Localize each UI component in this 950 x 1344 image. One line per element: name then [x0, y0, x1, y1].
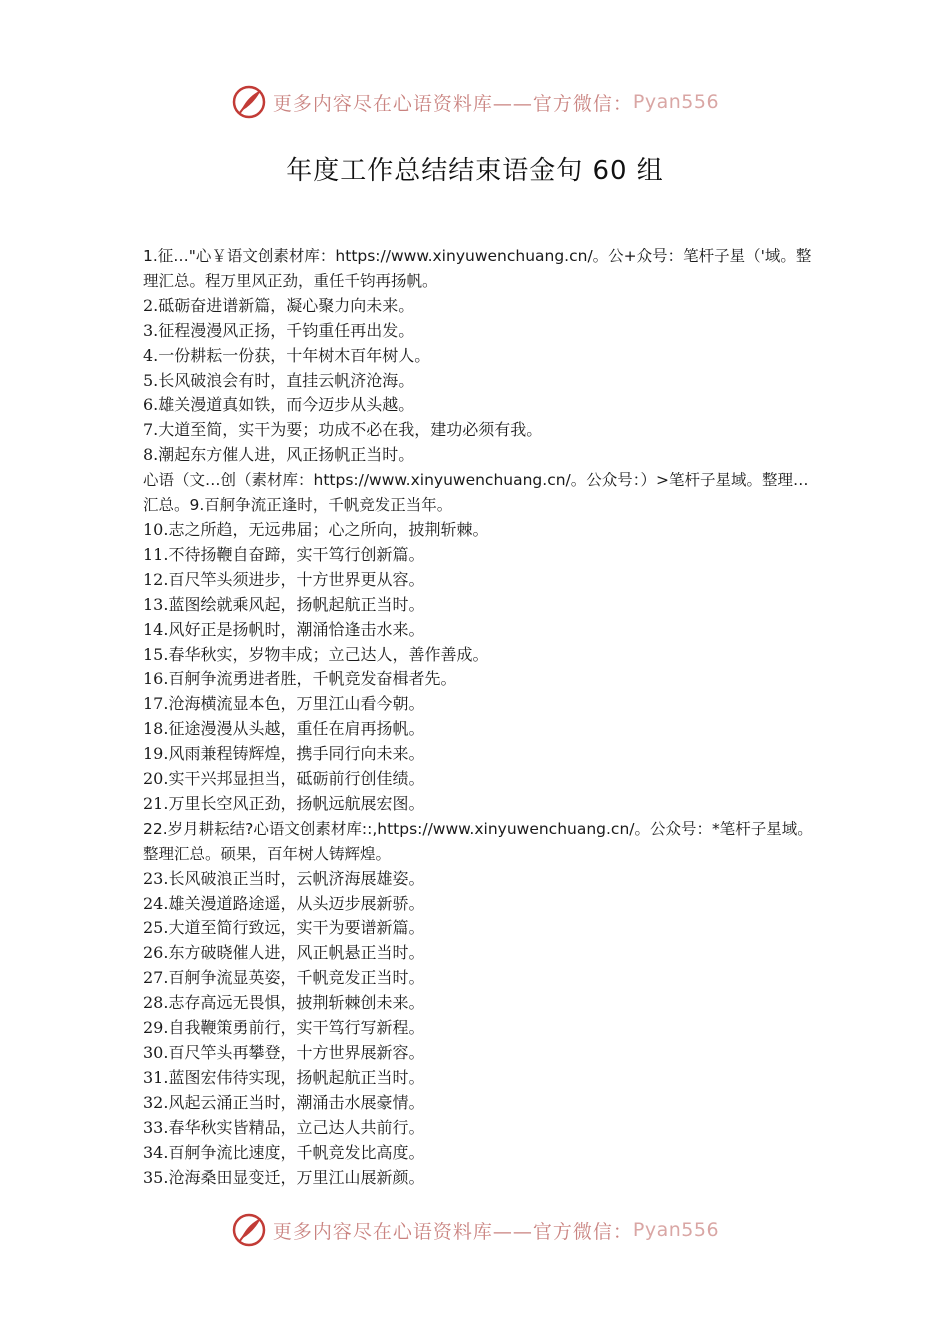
- quote-line: 34.百舸争流比速度，千帆竞发比高度。: [143, 1142, 425, 1162]
- quote-line: 22.岁月耕耘结?心语文创素材库::,https://www.xinyuwenchuang.cn/。公众号：*笔杆子星域。整理汇总。硕果，百年树人铸辉煌。: [143, 819, 813, 863]
- quote-line: 19.风雨兼程铸辉煌，携手同行向未来。: [143, 744, 425, 764]
- quote-line: 20.实干兴邦显担当，砥砺前行创佳绩。: [143, 769, 425, 789]
- quote-line: 1.征…"心￥语文创素材库：https://www.xinyuwenchuang.cn/。公+众号：笔杆子星（'域。整理汇总。程万里风正劲，重任千钧再扬帆。: [143, 247, 812, 290]
- quote-line: 30.百尺竿头再攀登，十方世界展新容。: [143, 1043, 425, 1062]
- quote-list: [143, 244, 813, 1190]
- quote-line: 13.蓝图绘就乘风起，扬帆起航正当时。: [143, 594, 425, 614]
- quote-line: 23.长风破浪正当时，云帆济海展雄姿。: [143, 868, 425, 888]
- quote-line: 26.东方破晓催人进，风正帆悬正当时。: [143, 943, 425, 963]
- quote-line: 27.百舸争流显英姿，千帆竞发正当时。: [143, 968, 425, 988]
- banner-wechat-id: Pyan556: [632, 91, 720, 113]
- header-banner: [0, 82, 950, 122]
- banner-wechat-id: Pyan556: [632, 1219, 720, 1241]
- quill-logo-icon: [231, 1212, 267, 1248]
- quote-line: 35.沧海桑田显变迁，万里江山展新颜。: [143, 1167, 425, 1187]
- quote-line: 11.不待扬鞭自奋蹄，实干笃行创新篇。: [143, 544, 425, 564]
- quote-line: 24.雄关漫道路途遥，从头迈步展新骄。: [143, 893, 425, 913]
- quote-line: 25.大道至简行致远，实干为要谱新篇。: [143, 918, 425, 938]
- quote-line: 29.自我鞭策勇前行，实干笃行写新程。: [143, 1018, 425, 1038]
- quote-line: 7.大道至简，实干为要；功成不必在我，建功必须有我。: [143, 420, 543, 440]
- quote-line: 17.沧海横流显本色，万里江山看今朝。: [143, 694, 425, 714]
- quill-logo-icon: [231, 84, 267, 120]
- quote-line: 3.征程漫漫风正扬，千钧重任再出发。: [143, 320, 415, 340]
- quote-line: 4.一份耕耘一份获，十年树木百年树人。: [143, 345, 431, 365]
- quote-line: 12.百尺竿头须进步，十方世界更从容。: [143, 569, 425, 589]
- quote-line: 31.蓝图宏伟待实现，扬帆起航正当时。: [143, 1067, 425, 1087]
- quote-line: 5.长风破浪会有时，直挂云帆济沧海。: [143, 370, 415, 390]
- quote-line: 10.志之所趋，无远弗届；心之所向，披荆斩棘。: [143, 519, 489, 539]
- quote-line: 心语（文…创（素材库：https://www.xinyuwenchuang.cn/。公众号：）>笔杆子星域。整理…汇总。9.百舸争流正逢时，千帆竞发正当年。: [143, 471, 809, 515]
- quote-line: 18.征途漫漫从头越，重任在肩再扬帆。: [143, 719, 425, 739]
- quote-line: 32.风起云涌正当时，潮涌击水展豪情。: [143, 1092, 425, 1112]
- banner-text: 更多内容尽在心语资料库——官方微信：: [272, 92, 633, 115]
- quote-line: 8.潮起东方催人进，风正扬帆正当时。: [143, 445, 415, 465]
- quote-line: 2.砥砺奋进谱新篇，凝心聚力向未来。: [143, 295, 415, 315]
- banner-text: 更多内容尽在心语资料库——官方微信：: [272, 1220, 633, 1243]
- footer-banner: [0, 1210, 950, 1250]
- quote-line: 28.志存高远无畏惧，披荆斩棘创未来。: [143, 993, 425, 1013]
- quote-line: 14.风好正是扬帆时，潮涌恰逢击水来。: [143, 619, 425, 639]
- quote-line: 16.百舸争流勇进者胜，千帆竞发奋楫者先。: [143, 669, 457, 689]
- quote-line: 15.春华秋实，岁物丰成；立己达人，善作善成。: [143, 644, 489, 664]
- page-title: 年度工作总结结束语金句 60 组: [286, 156, 664, 186]
- quote-line: 33.春华秋实皆精品，立己达人共前行。: [143, 1117, 425, 1137]
- quote-line: 21.万里长空风正劲，扬帆远航展宏图。: [143, 793, 425, 813]
- quote-line: 6.雄关漫道真如铁，而今迈步从头越。: [143, 395, 415, 415]
